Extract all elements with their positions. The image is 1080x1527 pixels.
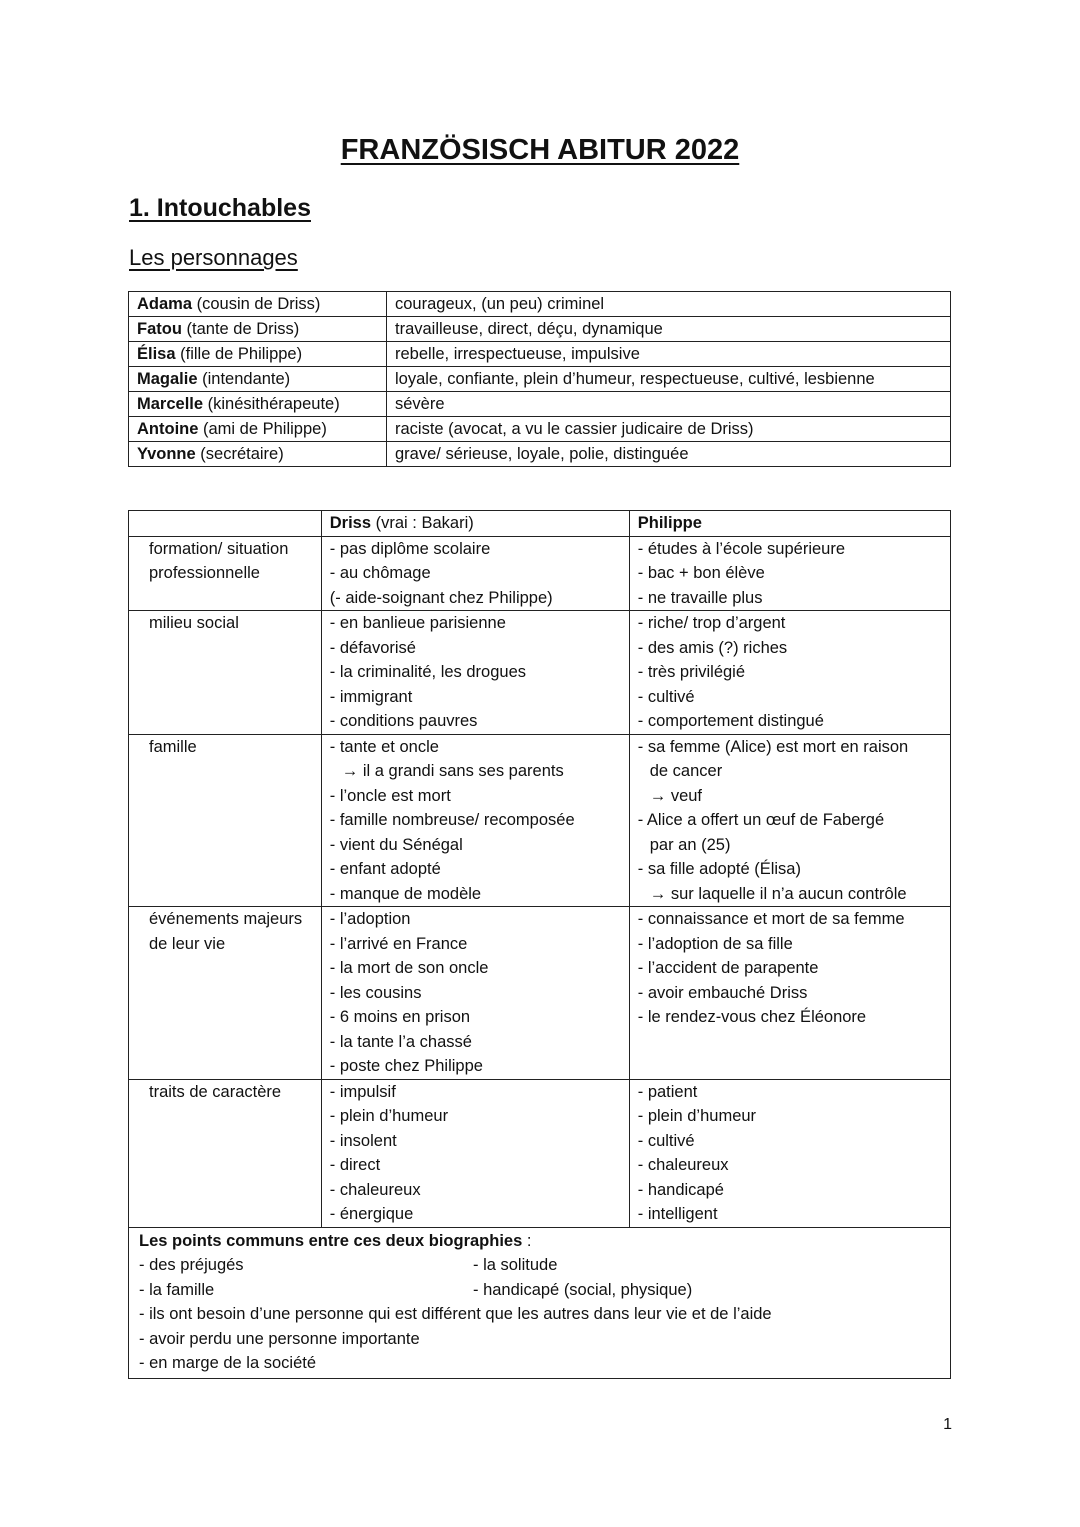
cell-line: - l’accident de parapente xyxy=(637,959,819,977)
row-label xyxy=(129,907,322,1080)
cell-line: - ne travaille plus xyxy=(637,588,763,607)
cell-line: - cultivé xyxy=(637,687,695,706)
cell-line: - la mort de son oncle xyxy=(329,959,489,977)
cell-line: - impulsif xyxy=(329,1082,396,1101)
cell-line: - l’oncle est mort xyxy=(329,786,451,805)
character-name-cell xyxy=(129,442,387,467)
cell-line: - intelligent xyxy=(637,1205,718,1223)
cell-line: → veuf xyxy=(649,786,703,805)
common-points-heading xyxy=(139,1229,940,1254)
philippe-cell xyxy=(629,907,950,1080)
common-point: - handicapé (social, physique) xyxy=(473,1280,693,1299)
common-point: - la solitude xyxy=(473,1256,558,1274)
cell-line: - des amis (?) riches xyxy=(637,638,788,657)
cell-line: - les cousins xyxy=(329,983,422,1002)
character-name: Antoine xyxy=(137,420,199,438)
cell-line: de leur vie xyxy=(149,934,226,953)
subsection-title: Les personnages xyxy=(129,245,298,270)
character-name-cell xyxy=(129,292,387,317)
cell-line: - plein d’humeur xyxy=(637,1107,757,1125)
cell-line: - la tante l’a chassé xyxy=(329,1032,472,1051)
character-name: Adama xyxy=(137,295,193,313)
cell-line: - enfant adopté xyxy=(329,860,441,878)
comparison-row xyxy=(129,1079,951,1227)
row-label xyxy=(129,611,322,735)
character-name: Marcelle xyxy=(137,395,204,413)
cell-line: (- aide-soignant chez Philippe) xyxy=(329,588,553,607)
header-philippe xyxy=(629,511,950,537)
driss-cell xyxy=(321,1079,629,1227)
section-title: 1. Intouchables xyxy=(129,194,311,222)
character-row xyxy=(129,367,951,392)
cell-line: - cultivé xyxy=(637,1131,695,1150)
character-name: Yvonne xyxy=(137,445,196,463)
character-role: (cousin de Driss) xyxy=(192,295,321,313)
cell-line: → il a grandi sans ses parents xyxy=(341,762,564,780)
common-point: - en marge de la société xyxy=(139,1354,317,1372)
row-label xyxy=(129,536,322,611)
common-heading-suffix: : xyxy=(522,1231,532,1250)
common-point: - avoir perdu une personne importante xyxy=(139,1329,420,1348)
character-row xyxy=(129,417,951,442)
cell-line: professionnelle xyxy=(149,564,260,582)
cell-line: - riche/ trop d’argent xyxy=(637,614,786,632)
common-heading-text: Les points communs entre ces deux biographies xyxy=(139,1231,523,1250)
character-role: (ami de Philippe) xyxy=(198,420,327,438)
cell-line: → sur laquelle il n’a aucun contrôle xyxy=(649,884,907,903)
character-traits: sévère xyxy=(387,392,951,417)
cell-line: - immigrant xyxy=(329,687,413,706)
header-empty-cell xyxy=(129,511,322,537)
cell-line: de cancer xyxy=(649,762,723,780)
cell-line: - tante et oncle xyxy=(329,737,439,756)
character-name: Fatou xyxy=(137,320,182,338)
cell-line: - la criminalité, les drogues xyxy=(329,663,527,681)
character-role: (kinésithérapeute) xyxy=(203,395,340,413)
cell-line: famille xyxy=(149,737,197,756)
cell-line: - poste chez Philippe xyxy=(329,1057,483,1075)
common-point: - la famille xyxy=(139,1280,215,1299)
cell-line: - sa femme (Alice) est mort en raison xyxy=(637,737,909,756)
character-role: (tante de Driss) xyxy=(181,320,300,338)
cell-line: formation/ situation xyxy=(149,539,289,558)
cell-line: - insolent xyxy=(329,1131,397,1150)
character-role: (intendante) xyxy=(197,370,291,388)
character-role: (fille de Philippe) xyxy=(175,345,303,363)
character-traits: loyale, confiante, plein d’humeur, respectueuse, cultivé, lesbienne xyxy=(387,367,951,392)
cell-line: - le rendez-vous chez Éléonore xyxy=(637,1008,867,1026)
common-pair xyxy=(139,1253,940,1278)
character-name-cell xyxy=(129,367,387,392)
driss-cell xyxy=(321,734,629,907)
header-driss xyxy=(321,511,629,537)
cell-line: - 6 moins en prison xyxy=(329,1008,471,1026)
philippe-cell xyxy=(629,734,950,907)
cell-line: - patient xyxy=(637,1082,698,1101)
cell-line: - chaleureux xyxy=(637,1156,729,1174)
character-name: Élisa xyxy=(137,345,176,363)
character-name-cell xyxy=(129,417,387,442)
comparison-row xyxy=(129,907,951,1080)
cell-line: - handicapé xyxy=(637,1180,724,1199)
philippe-name: Philippe xyxy=(637,514,702,532)
character-row xyxy=(129,392,951,417)
character-name-cell xyxy=(129,392,387,417)
character-traits: rebelle, irrespectueuse, impulsive xyxy=(387,342,951,367)
philippe-cell xyxy=(629,536,950,611)
comparison-row xyxy=(129,536,951,611)
character-name-cell xyxy=(129,317,387,342)
character-role: (secrétaire) xyxy=(195,445,284,463)
cell-line: traits de caractère xyxy=(149,1082,282,1101)
cell-line: - l’adoption de sa fille xyxy=(637,934,793,953)
common-point: - des préjugés xyxy=(139,1256,244,1274)
common-points-cell xyxy=(129,1227,951,1378)
cell-line: - connaissance et mort de sa femme xyxy=(637,910,905,928)
cell-line: - très privilégié xyxy=(637,663,746,681)
character-traits: travailleuse, direct, déçu, dynamique xyxy=(387,317,951,342)
cell-line: - l’arrivé en France xyxy=(329,934,468,953)
cell-line: - plein d’humeur xyxy=(329,1107,449,1125)
driss-cell xyxy=(321,536,629,611)
row-label xyxy=(129,734,322,907)
comparison-table xyxy=(128,510,951,1379)
cell-line: - famille nombreuse/ recomposée xyxy=(329,811,575,829)
comparison-row xyxy=(129,611,951,735)
cell-line: - direct xyxy=(329,1156,381,1174)
philippe-cell xyxy=(629,1079,950,1227)
character-name-cell xyxy=(129,342,387,367)
cell-line: - manque de modèle xyxy=(329,884,482,903)
cell-line: - études à l’école supérieure xyxy=(637,539,846,558)
cell-line: - conditions pauvres xyxy=(329,712,478,730)
cell-line: - Alice a offert un œuf de Fabergé xyxy=(637,811,885,829)
cell-line: - énergique xyxy=(329,1205,414,1223)
cell-line: - défavorisé xyxy=(329,638,416,657)
page-number: 1 xyxy=(943,1416,952,1433)
document-title: FRANZÖSISCH ABITUR 2022 xyxy=(340,134,740,166)
character-traits: courageux, (un peu) criminel xyxy=(387,292,951,317)
characters-table xyxy=(128,291,951,467)
driss-name: Driss xyxy=(329,514,372,532)
character-traits: raciste (avocat, a vu le cassier judicaire de Driss) xyxy=(387,417,951,442)
driss-cell xyxy=(321,611,629,735)
character-row xyxy=(129,317,951,342)
driss-note: (vrai : Bakari) xyxy=(371,514,474,532)
cell-line: - au chômage xyxy=(329,564,431,582)
cell-line: - vient du Sénégal xyxy=(329,835,463,854)
common-pair xyxy=(139,1278,940,1303)
cell-line: événements majeurs xyxy=(149,910,303,928)
character-row xyxy=(129,442,951,467)
character-row xyxy=(129,342,951,367)
common-point: - ils ont besoin d’une personne qui est différent que les autres dans leur vie et de l’aide xyxy=(139,1305,772,1323)
comparison-header-row xyxy=(129,511,951,537)
cell-line: - l’adoption xyxy=(329,910,411,928)
cell-line: - pas diplôme scolaire xyxy=(329,539,491,558)
cell-line: - comportement distingué xyxy=(637,712,824,730)
cell-line: - bac + bon élève xyxy=(637,564,765,582)
cell-line: - sa fille adopté (Élisa) xyxy=(637,860,801,878)
character-traits: grave/ sérieuse, loyale, polie, distinguée xyxy=(387,442,951,467)
cell-line: par an (25) xyxy=(649,835,731,854)
cell-line: - avoir embauché Driss xyxy=(637,983,808,1002)
common-points-row xyxy=(129,1227,951,1378)
philippe-cell xyxy=(629,611,950,735)
character-name: Magalie xyxy=(137,370,198,388)
comparison-row xyxy=(129,734,951,907)
character-row xyxy=(129,292,951,317)
driss-cell xyxy=(321,907,629,1080)
row-label xyxy=(129,1079,322,1227)
cell-line: - chaleureux xyxy=(329,1180,421,1199)
cell-line: - en banlieue parisienne xyxy=(329,614,506,632)
cell-line: milieu social xyxy=(149,614,239,632)
